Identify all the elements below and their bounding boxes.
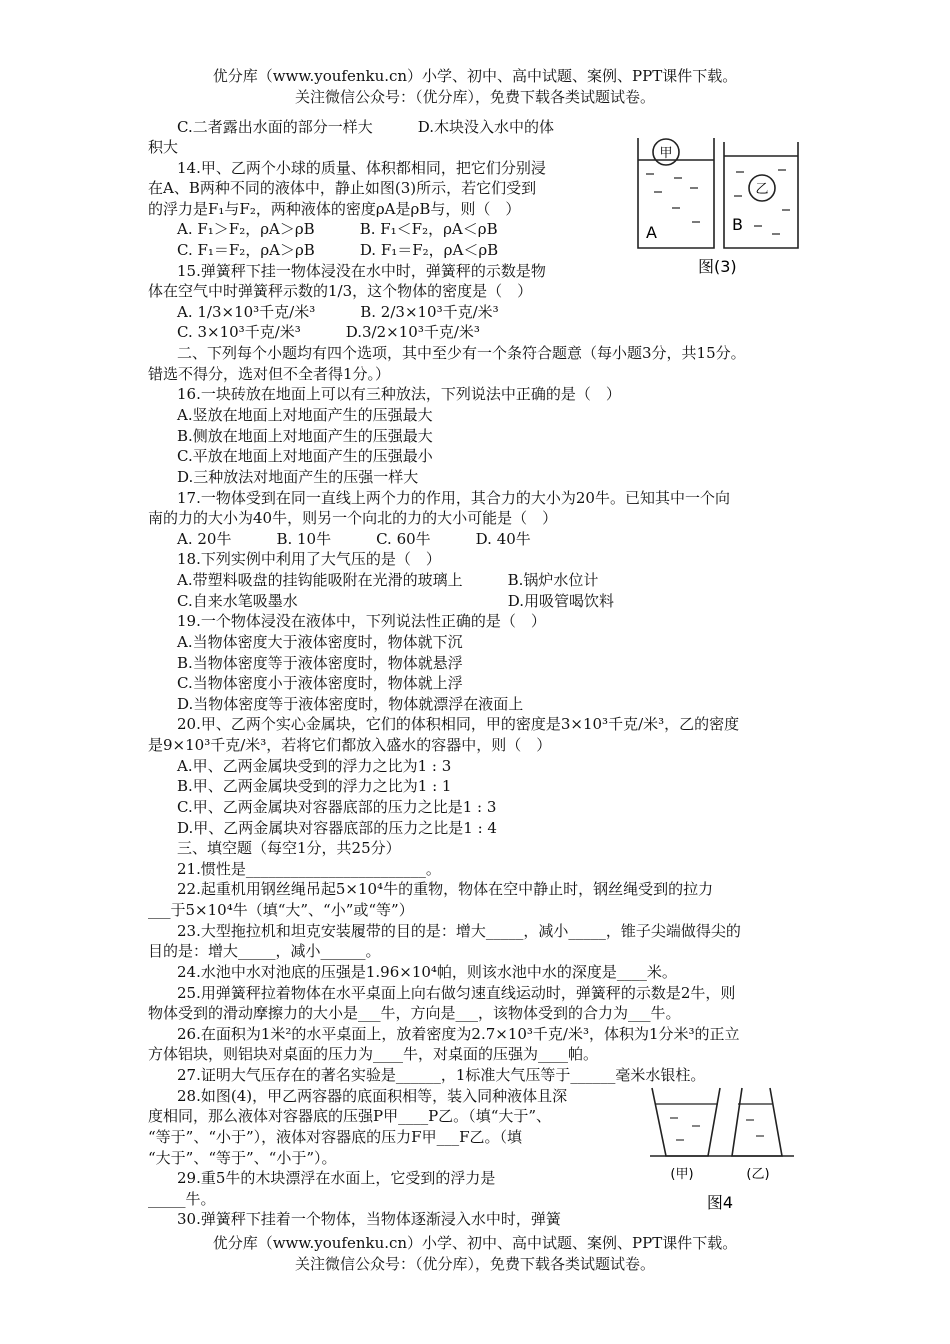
- header-line-2: 关注微信公众号：（优分库），免费下载各类试题试卷。: [294, 88, 655, 106]
- figure-4-diagram: [648, 1082, 798, 1222]
- text-line: 方体铝块，则铝块对桌面的压力为____牛，对桌面的压强为____帕。: [148, 1045, 599, 1063]
- text-line: 度相同，那么液体对容器底的压强P甲____P乙。（填“大于”、: [148, 1107, 552, 1125]
- question-27: 27.证明大气压存在的著名实验是______，1标准大气压等于______毫米水银柱。: [177, 1066, 706, 1084]
- ball-a-label: 甲: [659, 146, 673, 161]
- question-24: 24.水池中水对池底的压强是1.96×10⁴帕，则该水池中水的深度是____米。: [177, 963, 677, 981]
- text-line: 体在空气中时弹簧秤示数的1/3，这个物体的密度是（ ）: [148, 282, 533, 300]
- text-line: 目的是：增大_____，减小______。: [148, 942, 381, 960]
- figure-4-caption: 图4: [706, 1193, 734, 1212]
- option-line: C. F₁＝F₂，ρA＞ρB D. F₁＝F₂，ρA＜ρB: [177, 241, 499, 259]
- question-20: 20.甲、乙两个实心金属块，它们的体积相同，甲的密度是3×10³千克/米³，乙的密度: [177, 715, 740, 733]
- question-29: 29.重5牛的木块漂浮在水面上，它受到的浮力是: [177, 1169, 496, 1187]
- section-2-heading: 二、下列每个小题均有四个选项，其中至少有一个条符合题意（每小题3分，共15分。: [177, 344, 746, 362]
- option-line: A.带塑料吸盘的挂钩能吸附在光滑的玻璃上 B.锅炉水位计: [177, 571, 599, 589]
- question-26: 26.在面积为1米²的水平桌面上，放着密度为2.7×10³千克/米³，体积为1分米³的正立: [177, 1025, 740, 1043]
- option-line: A.甲、乙两金属块受到的浮力之比为1 : 3: [177, 757, 452, 775]
- option-line: C.甲、乙两金属块对容器底部的压力之比是1 : 3: [177, 798, 497, 816]
- liquid-a-label: A: [646, 223, 657, 242]
- option-line: A.当物体密度大于液体密度时，物体就下沉: [177, 633, 463, 651]
- ball-b-label: 乙: [755, 182, 769, 197]
- option-line: C.当物体密度小于液体密度时，物体就上浮: [177, 674, 463, 692]
- option-line: B.甲、乙两金属块受到的浮力之比为1 : 1: [177, 777, 452, 795]
- figure-3-caption: 图(3): [698, 257, 737, 276]
- text-line: 在A、B两种不同的液体中，静止如图(3)所示，若它们受到: [148, 179, 537, 197]
- option-line: A. F₁＞F₂，ρA＞ρB B. F₁＜F₂，ρA＜ρB: [177, 220, 498, 238]
- text-line: “大于”、“等于”、“小于”）。: [148, 1149, 337, 1167]
- option-line: C. 3×10³千克/米³ D.3/2×10³千克/米³: [177, 323, 480, 341]
- option-line: A.竖放在地面上对地面产生的压强最大: [177, 406, 433, 424]
- question-14: 14.甲、乙两个小球的质量、体积都相同，把它们分别浸: [177, 159, 546, 177]
- text-line: “等于”、“小于”），液体对容器底的压力F甲___F乙。（填: [148, 1128, 522, 1146]
- question-19: 19.一个物体浸没在液体中，下列说法性正确的是（ ）: [177, 612, 546, 630]
- text-line: 错选不得分，选对但不全者得1分。）: [148, 365, 391, 383]
- header-line-1: 优分库（www.youfenku.cn）小学、初中、高中试题、案例、PPT课件下载。: [212, 67, 738, 85]
- option-line: C.自来水笔吸墨水 D.用吸管喝饮料: [177, 592, 614, 610]
- option-line: A. 20牛 B. 10牛 C. 60牛 D. 40牛: [177, 530, 531, 548]
- option-line: D.三种放法对地面产生的压强一样大: [177, 468, 419, 486]
- option-line: C.平放在地面上对地面产生的压强最小: [177, 447, 433, 465]
- footer-line-1: 优分库（www.youfenku.cn）小学、初中、高中试题、案例、PPT课件下载。: [212, 1234, 738, 1252]
- option-line: B.当物体密度等于液体密度时，物体就悬浮: [177, 654, 463, 672]
- question-21: 21.惯性是________________________。: [177, 860, 441, 878]
- question-30: 30.弹簧秤下挂着一个物体，当物体逐渐浸入水中时，弹簧: [177, 1210, 561, 1228]
- text-line: 南的力的大小为40牛，则另一个向北的力的大小可能是（ ）: [148, 509, 558, 527]
- option-line: A. 1/3×10³千克/米³ B. 2/3×10³千克/米³: [177, 303, 499, 321]
- text-line: 物体受到的滑动摩擦力的大小是___牛，方向是___，该物体受到的合力为___牛。: [148, 1004, 681, 1022]
- question-17: 17.一物体受到在同一直线上两个力的作用，其合力的大小为20牛。已知其中一个向: [177, 489, 730, 507]
- question-18: 18.下列实例中利用了大气压的是（ ）: [177, 550, 441, 568]
- container-jia: [652, 1088, 720, 1156]
- question-23: 23.大型拖拉机和坦克安装履带的目的是：增大_____，减小_____，锥子尖端做得尖的: [177, 922, 741, 940]
- question-28: 28.如图(4)，甲乙两容器的底面积相等，装入同种液体且深: [177, 1087, 568, 1105]
- figure-3-diagram: [632, 130, 802, 278]
- text-line: ___于5×10⁴牛（填“大”、“小”或“等”）: [148, 901, 414, 919]
- question-15: 15.弹簧秤下挂一物体浸没在水中时，弹簧秤的示数是物: [177, 262, 546, 280]
- footer-line-2: 关注微信公众号：（优分库），免费下载各类试题试卷。: [294, 1255, 655, 1273]
- option-line: D.甲、乙两金属块对容器底部的压力之比是1 : 4: [177, 819, 497, 837]
- question-22: 22.起重机用钢丝绳吊起5×10⁴牛的重物，物体在空中静止时，钢丝绳受到的拉力: [177, 880, 714, 898]
- liquid-b-label: B: [732, 215, 743, 234]
- text-line: 是9×10³千克/米³，若将它们都放入盛水的容器中，则（ ）: [148, 736, 552, 754]
- question-25: 25.用弹簧秤拉着物体在水平桌面上向右做匀速直线运动时，弹簧秤的示数是2牛，则: [177, 984, 736, 1002]
- container-yi: [732, 1088, 782, 1156]
- text-line: C.二者露出水面的部分一样大 D.木块没入水中的体: [177, 118, 554, 136]
- question-16: 16.一块砖放在地面上可以有三种放法，下列说法中正确的是（ ）: [177, 385, 621, 403]
- figure-4-right-label: (乙): [746, 1167, 770, 1182]
- text-line: _____牛。: [148, 1190, 216, 1208]
- section-3-heading: 三、填空题（每空1分，共25分）: [177, 839, 401, 857]
- option-line: D.当物体密度等于液体密度时，物体就漂浮在液面上: [177, 695, 524, 713]
- figure-4-left-label: (甲): [670, 1167, 694, 1182]
- text-line: 积大: [148, 138, 179, 156]
- text-line: 的浮力是F₁与F₂，两种液体的密度ρA是ρB与，则（ ）: [148, 200, 521, 218]
- option-line: B.侧放在地面上对地面产生的压强最大: [177, 427, 433, 445]
